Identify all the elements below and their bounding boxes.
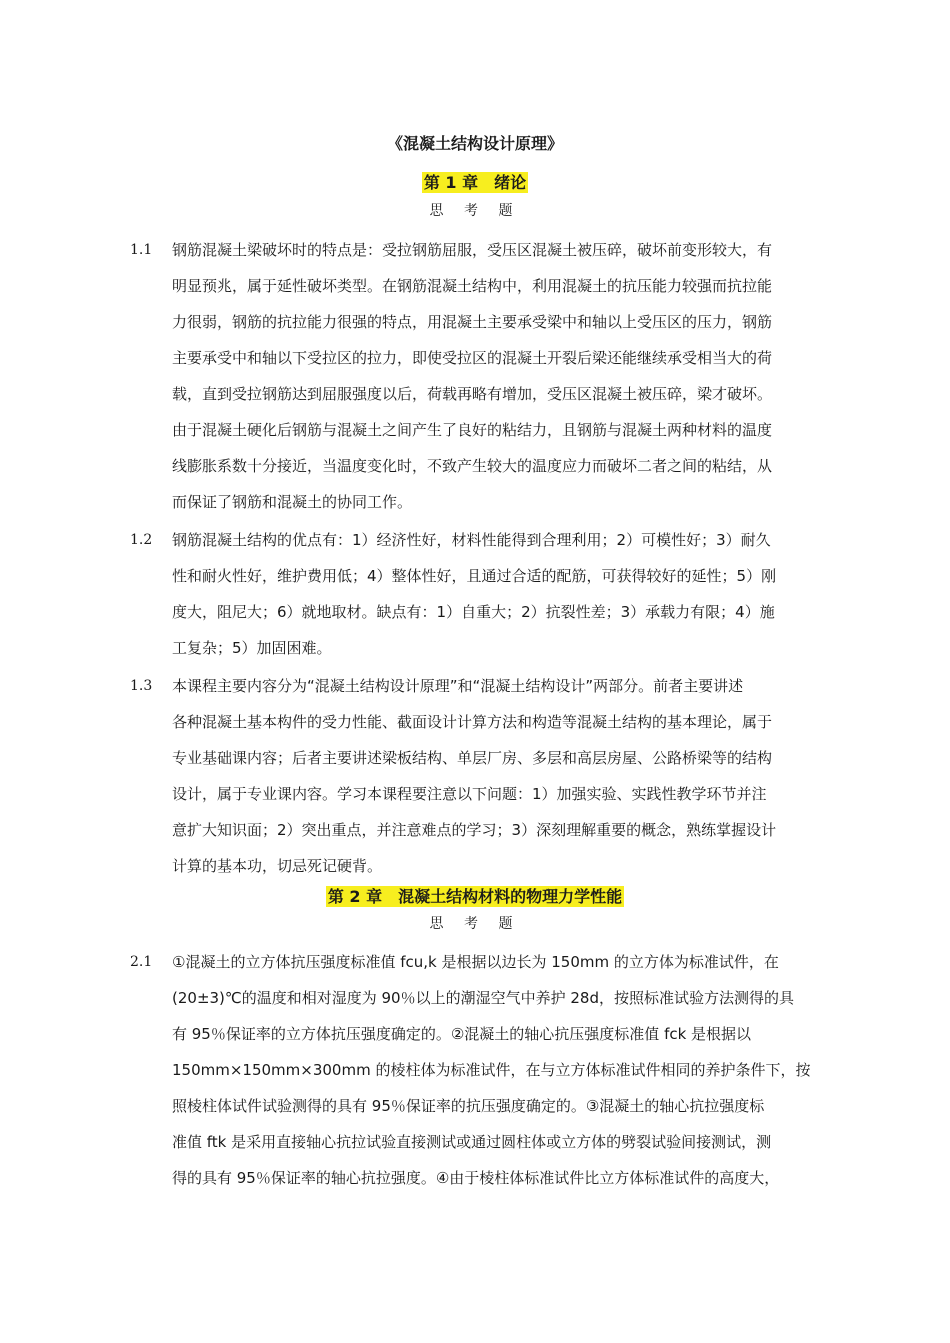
question-answer-text: 钢筋混凝土梁破坏时的特点是：受拉钢筋屈服，受压区混凝土被压碎，破坏前变形较大，有 明显预兆，属于延性破坏类型。在钢筋混凝土结构中，利用混凝土的抗压能力较强而抗拉能 力很弱，钢筋的抗拉能力很强的特点，用混凝土主要承受梁中和轴以上受压区的压力，钢筋 主要承受中和轴以下受拉区的拉力，即使受拉区的混凝土开裂后梁还能继续承受相当大的荷 载，直到受拉钢筋达到屈服强度以后，荷载再略有增加，受压区混凝土被压碎，梁才破坏。 由于混凝土硬化后钢筋与混凝土之间产生了良好的粘结力，且钢筋与混凝土两种材料的温度 线膨胀系数十分接近，当温度变化时，不致产生较大的温度应力而破坏二者之间的粘结，从 而保证了钢筋和混凝土的协同工作。	[172, 241, 773, 511]
chapter-2-subtitle: 思 考 题	[429, 916, 521, 932]
question-answer-text: 钢筋混凝土结构的优点有：1）经济性好，材料性能得到合理利用；2）可模性好；3）耐久 性和耐火性好，维护费用低；4）整体性好，且通过合适的配筋，可获得较好的延性；5）刚 度大，阻尼大；6）就地取材。缺点有：1）自重大；2）抗裂性差；3）承载力有限；4）施 工复杂；5）加固困难。	[172, 531, 777, 657]
chapter-1-label: 第 1 章 绪论	[423, 173, 527, 192]
question-number: 1.3	[130, 678, 153, 694]
chapter-2-heading	[0, 884, 950, 910]
book-title: 《混凝土结构设计原理》	[386, 134, 563, 153]
question-number: 2.1	[130, 954, 153, 970]
chapter-2-label: 第 2 章 混凝土结构材料的物理力学性能	[327, 887, 623, 906]
question-number: 1.2	[130, 532, 153, 548]
chapter-1-heading	[0, 170, 950, 196]
chapter-1-subtitle: 思 考 题	[429, 203, 521, 219]
question-answer-text: 本课程主要内容分为“混凝土结构设计原理”和“混凝土结构设计”两部分。前者主要讲述 各种混凝土基本构件的受力性能、截面设计计算方法和构造等混凝土结构的基本理论，属于 专业基础课内容；后者主要讲述梁板结构、单层厂房、多层和高层房屋、公路桥梁等的结构 设计，属于专业课内容。学习本课程要注意以下问题：1）加强实验、实践性教学环节并注 意扩大知识面；2）突出重点，并注意难点的学习；3）深刻理解重要的概念，熟练掌握设计 计算的基本功，切忌死记硬背。	[172, 677, 777, 875]
question-number: 1.1	[130, 242, 153, 258]
question-answer-text: ①混凝土的立方体抗压强度标准值 fcu,k 是根据以边长为 150mm 的立方体为标准试件，在 (20±3)℃的温度和相对湿度为 90％以上的潮湿空气中养护 28d，按照标准试验方法测得的具 有 95％保证率的立方体抗压强度确定的。②混凝土的轴心抗压强度标准值 fck 是根据以 150mm×150mm×300mm 的棱柱体为标准试件，在与立方体标准试件相同的养护条件下，按 照棱柱体试件试验测得的具有 95％保证率的抗压强度确定的。③混凝土的轴心抗拉强度标 准值 ftk 是采用直接轴心抗拉试验直接测试或通过圆柱体或立方体的劈裂试验间接测试，测 得的具有 95％保证率的轴心抗拉强度。④由于棱柱体标准试件比立方体标准试件的高度大，	[172, 953, 811, 1187]
